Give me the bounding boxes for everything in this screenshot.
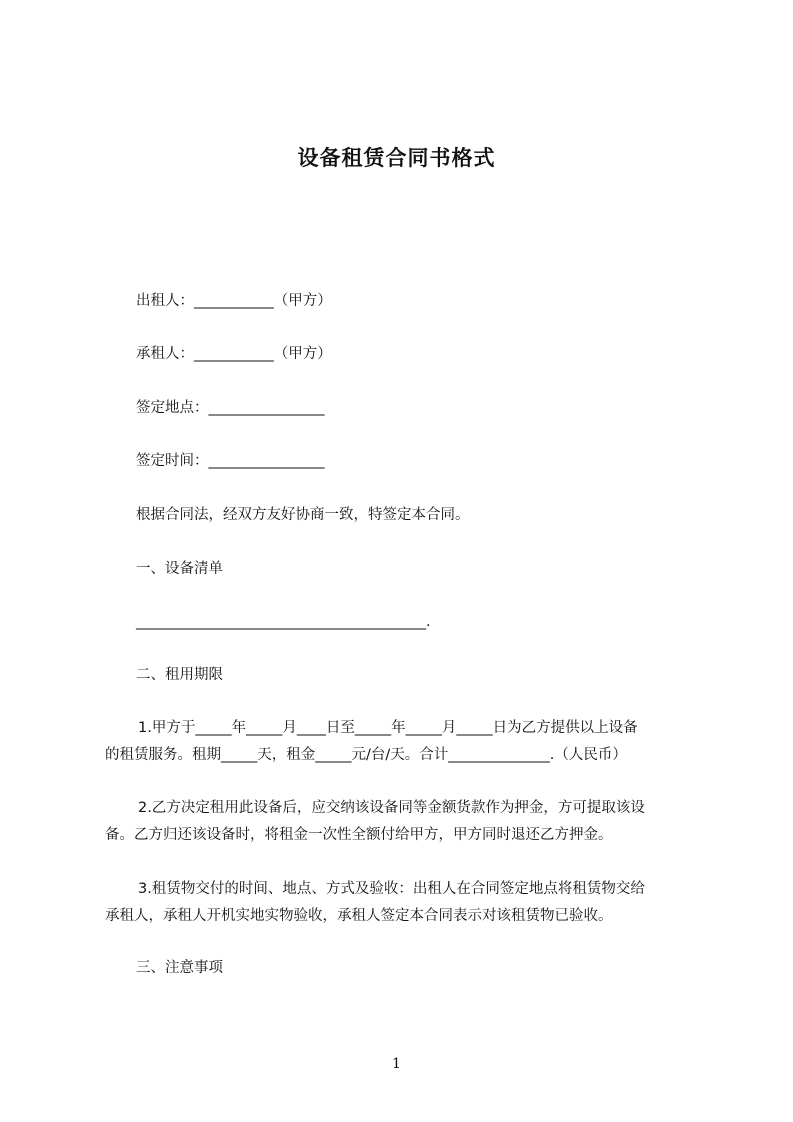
clause-3-line-1: 3.租赁物交付的时间、地点、方式及验收：出租人在合同签定地点将租赁物交给 (138, 881, 645, 897)
document-title: 设备租赁合同书格式 (297, 146, 496, 170)
clause-2 (105, 795, 705, 849)
section-heading-notes: 三、注意事项 (136, 960, 223, 976)
section-heading-lease-term: 二、租用期限 (136, 667, 223, 683)
lessor-field: 出租人：___________（甲方） (136, 293, 332, 309)
equipment-list-blank: ________________________________________. (136, 614, 431, 630)
preamble: 根据合同法，经双方友好协商一致，特签定本合同。 (136, 507, 470, 523)
section-heading-equipment-list: 一、设备清单 (136, 561, 223, 577)
clause-2-line-2: 备。乙方归还该设备时，将租金一次性全额付给甲方，甲方同时退还乙方押金。 (105, 827, 613, 843)
clause-1-line-2: 的租赁服务。租期_____天，租金_____元/台/天。合计______________.（人民币） (105, 747, 627, 763)
lessee-field: 承租人：___________（甲方） (136, 346, 332, 362)
sign-place-field: 签定地点：________________ (136, 400, 325, 416)
clause-1 (105, 715, 705, 769)
clause-2-line-1: 2.乙方决定租用此设备后，应交纳该设备同等金额货款作为押金，方可提取该设 (138, 800, 645, 816)
clause-1-line-1: 1.甲方于_____年_____月____日至_____年_____月_____日为乙方提供以上设备 (138, 720, 638, 736)
page-number: 1 (392, 1056, 401, 1072)
clause-3-line-2: 承租人，承租人开机实地实物验收，承租人签定本合同表示对该租赁物已验收。 (105, 908, 613, 924)
sign-time-field: 签定时间：________________ (136, 453, 325, 469)
clause-3 (105, 876, 705, 930)
